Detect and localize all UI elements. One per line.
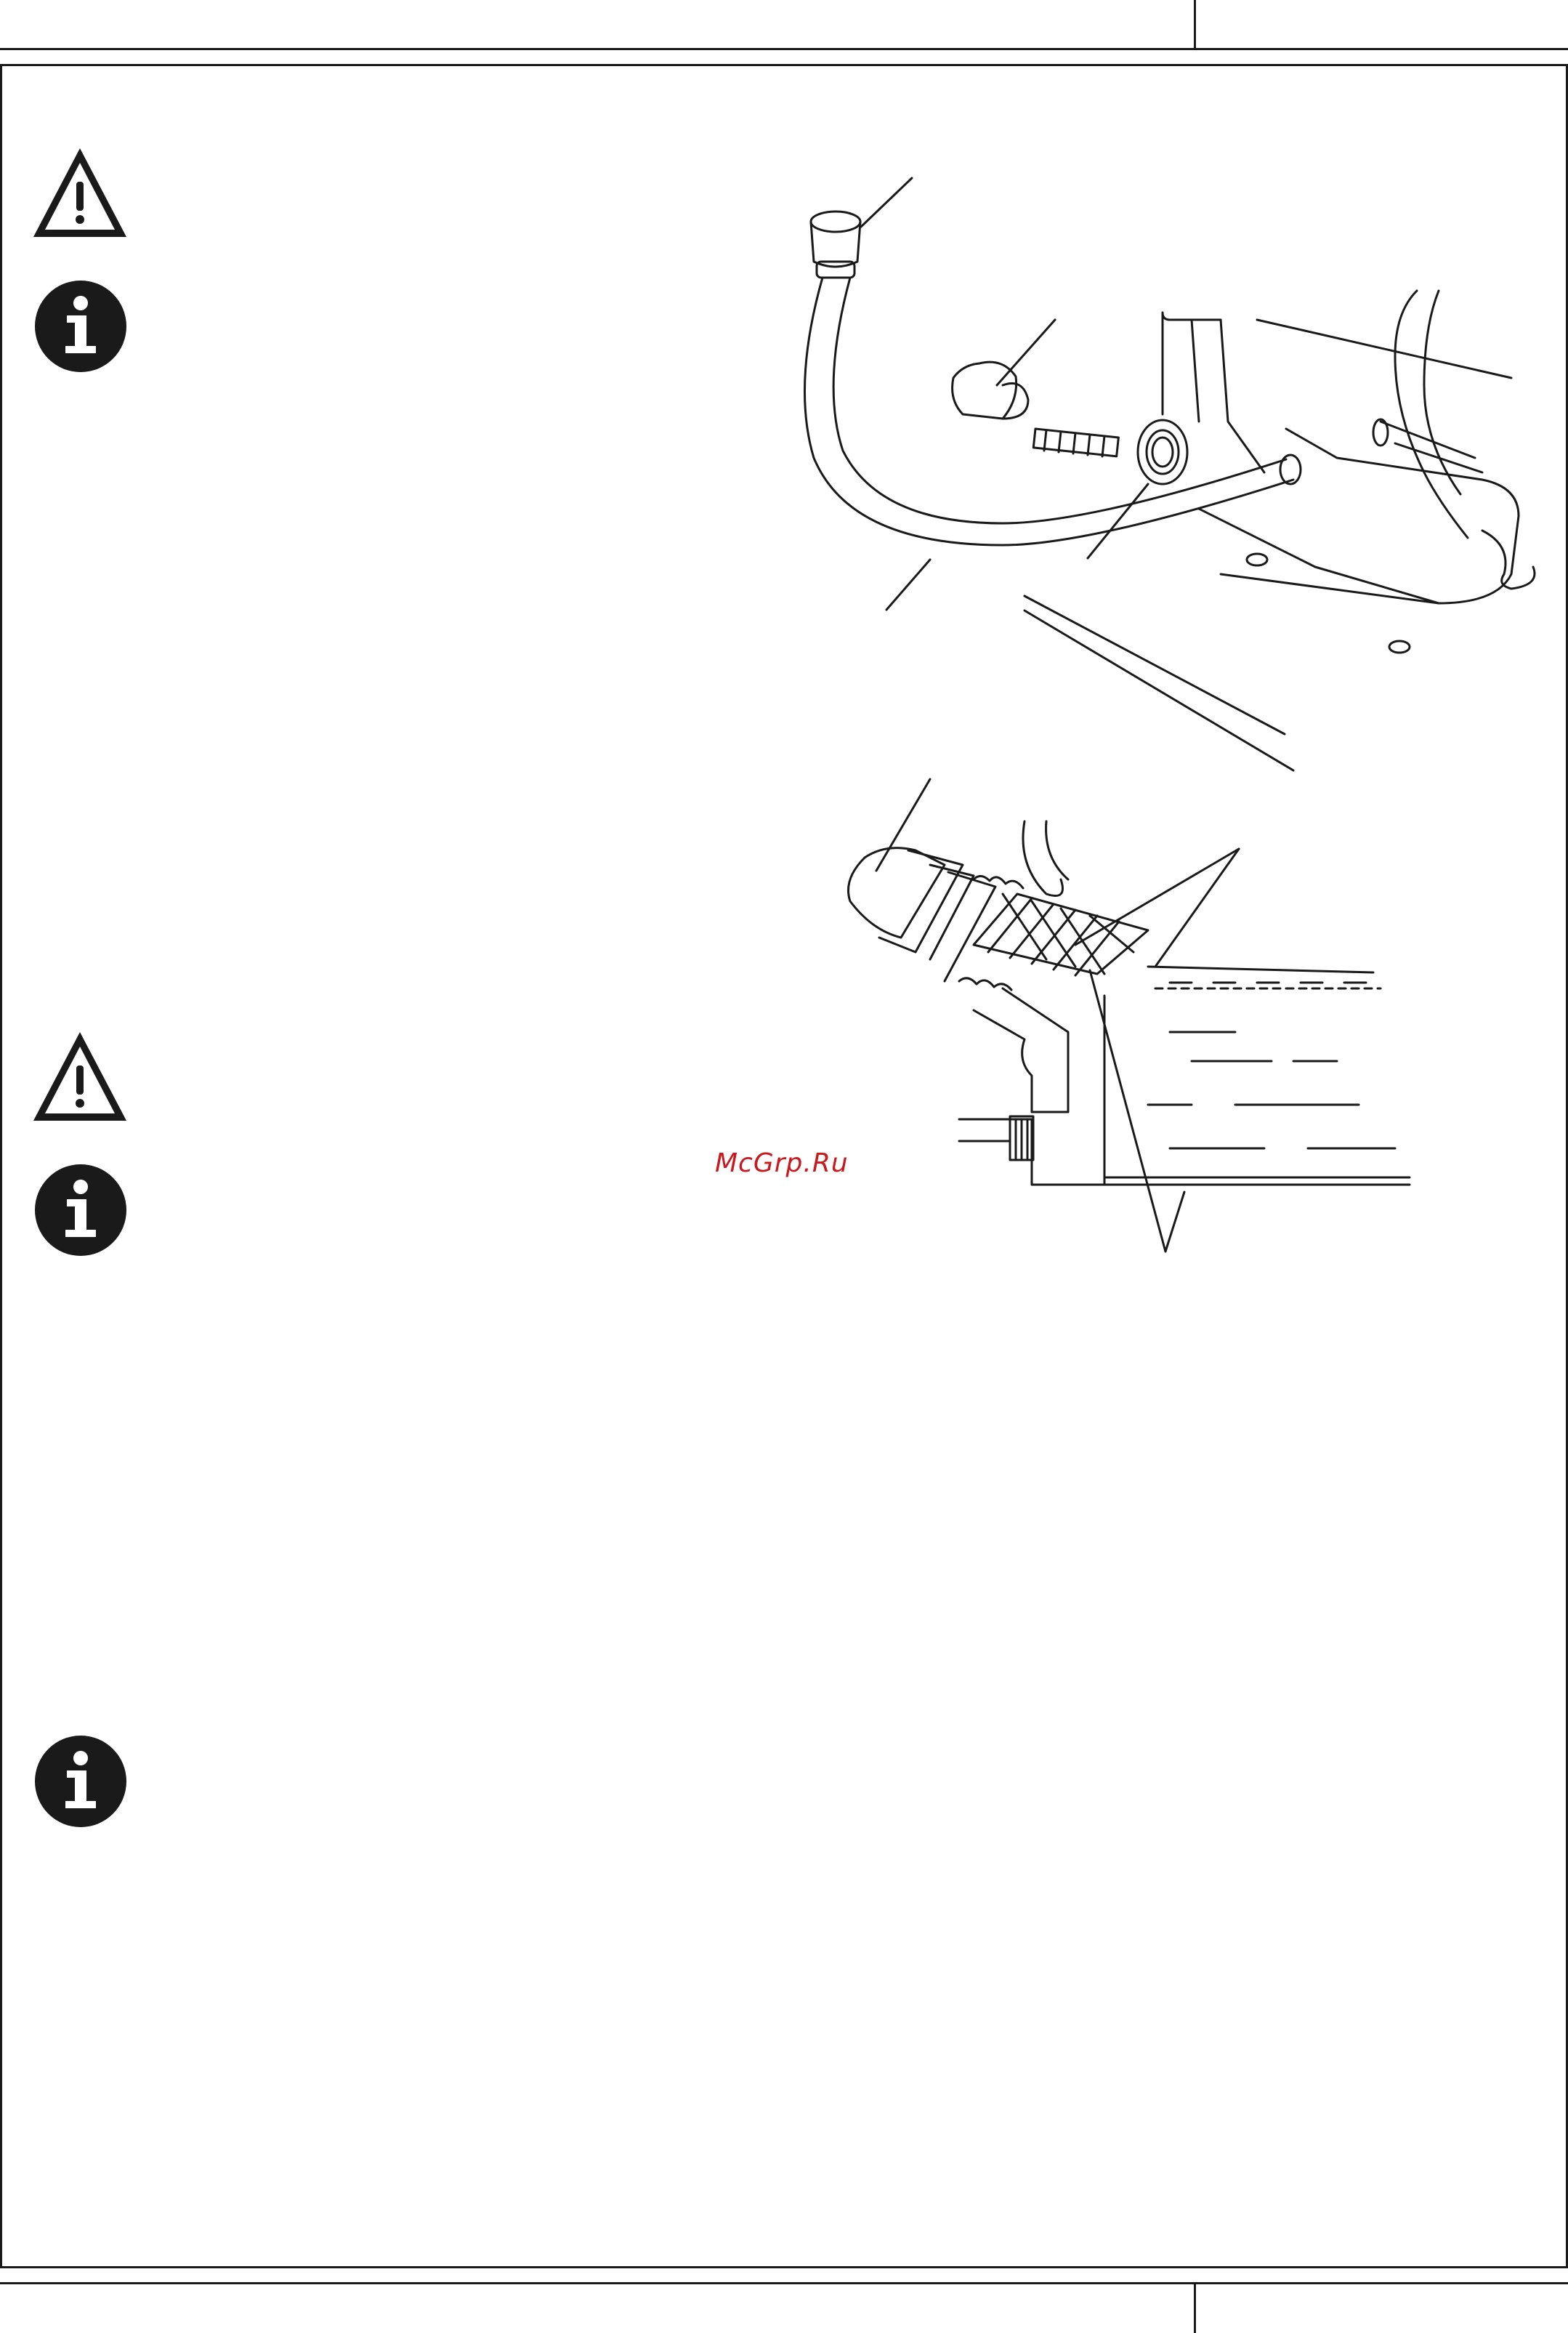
content-frame-bottom (0, 2266, 1568, 2268)
information-icon (33, 279, 128, 374)
drain-cross-section-illustration (828, 770, 1555, 1279)
content-frame-left (0, 64, 2, 2268)
watermark: McGrp.Ru (715, 1148, 849, 1178)
information-icon (33, 1163, 128, 1257)
warning-triangle-icon (29, 144, 131, 241)
header-divider (1194, 0, 1196, 49)
footer-divider (1194, 2282, 1196, 2333)
hose-drain-illustration (785, 167, 1555, 778)
information-icon (33, 1734, 128, 1829)
warning-triangle-icon (29, 1028, 131, 1125)
footer-rule (0, 2282, 1568, 2284)
content-frame-top (0, 64, 1568, 66)
header-rule (0, 48, 1568, 50)
